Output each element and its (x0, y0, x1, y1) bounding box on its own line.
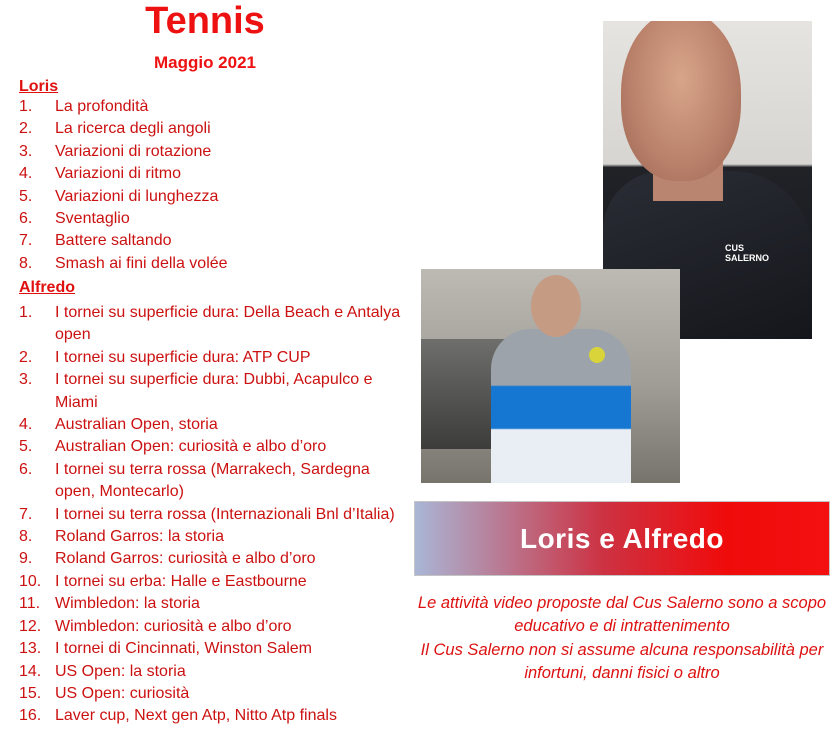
list-item (0, 526, 405, 548)
list-item-text: Roland Garros: curiosità e albo d’oro (55, 550, 316, 568)
alfredo-list (0, 302, 405, 728)
list-item (0, 369, 405, 414)
list-item-number: 7. (19, 505, 33, 523)
list-item (0, 616, 405, 638)
list-item (0, 186, 405, 208)
list-item-text: Sventaglio (55, 210, 130, 228)
list-item-text: Smash ai fini della volée (55, 254, 228, 272)
list-item (0, 347, 405, 369)
list-item-number: 9. (19, 550, 33, 568)
page-title: Tennis (145, 0, 265, 42)
list-item (0, 118, 405, 140)
list-item-number: 6. (19, 460, 33, 478)
list-item-number: 7. (19, 232, 33, 250)
list-item-text: I tornei su erba: Halle e Eastbourne (55, 572, 307, 590)
list-item (0, 548, 405, 570)
list-item-text: I tornei di Cincinnati, Winston Salem (55, 640, 312, 658)
list-item-text: US Open: curiosità (55, 684, 190, 702)
list-item-text: Wimbledon: curiosità e albo d’oro (55, 617, 292, 635)
list-item (0, 571, 405, 593)
list-item (0, 661, 405, 683)
list-item (0, 230, 405, 252)
list-item-text: Australian Open: curiosità e albo d’oro (55, 438, 327, 456)
photo-loris-head (621, 21, 741, 181)
list-item (0, 302, 405, 347)
list-item-number: 11. (19, 595, 41, 613)
name-banner: Loris e Alfredo (414, 501, 830, 576)
cus-logo-badge: CUS SALERNO (725, 243, 770, 263)
page-subtitle: Maggio 2021 (153, 53, 257, 72)
photo-alfredo-body (491, 329, 631, 483)
list-item-text: I tornei su superficie dura: Dubbi, Acapulco e Miami (55, 371, 373, 411)
list-item-text: Roland Garros: la storia (55, 528, 224, 546)
list-item (0, 504, 405, 526)
list-item-number: 14. (19, 662, 42, 680)
list-item (0, 141, 405, 163)
alfredo-heading: Alfredo (19, 279, 75, 296)
disclaimer-line-1: Le attività video proposte dal Cus Salerno sono a scopo educativo e di intrattenimento (417, 594, 827, 636)
list-item (0, 96, 405, 118)
list-item (0, 593, 405, 615)
list-item (0, 208, 405, 230)
list-item-text: I tornei su terra rossa (Internazionali Bnl d’Italia) (55, 505, 395, 523)
photo-alfredo-head (531, 275, 581, 337)
list-item-number: 1. (19, 98, 33, 115)
list-item (0, 414, 405, 436)
list-item-text: Laver cup, Next gen Atp, Nitto Atp finals (55, 707, 337, 725)
list-item-text: US Open: la storia (55, 662, 186, 680)
list-item-text: I tornei su superficie dura: ATP CUP (55, 348, 311, 366)
tennis-ball-icon (589, 347, 605, 363)
list-item-text: La profondità (55, 98, 149, 115)
loris-list (0, 96, 405, 275)
list-item-number: 13. (19, 640, 42, 658)
list-item (0, 705, 405, 727)
loris-heading: Loris (19, 78, 59, 95)
list-item-number: 16. (19, 707, 42, 725)
disclaimer (414, 592, 830, 686)
list-item-number: 4. (19, 416, 33, 434)
list-item-number: 5. (19, 187, 33, 205)
list-item (0, 459, 405, 504)
list-item-text: Variazioni di ritmo (55, 165, 181, 183)
list-item-number: 2. (19, 348, 33, 366)
list-item-text: Wimbledon: la storia (55, 595, 200, 613)
list-item (0, 638, 405, 660)
list-item-number: 15. (19, 684, 42, 702)
list-item-text: Variazioni di rotazione (55, 142, 212, 160)
list-item-text: Australian Open, storia (55, 416, 218, 434)
list-item-text: La ricerca degli angoli (55, 120, 211, 138)
list-item-number: 8. (19, 528, 33, 546)
list-item-text: Battere saltando (55, 232, 172, 250)
list-item (0, 253, 405, 275)
list-item-text: I tornei su superficie dura: Della Beach e Antalya open (55, 304, 401, 344)
disclaimer-line-2: Il Cus Salerno non si assume alcuna responsabilità per infortuni, danni fisici o altro (420, 640, 824, 683)
list-item-number: 10. (19, 572, 42, 590)
list-item-number: 3. (19, 371, 33, 389)
list-item-number: 1. (19, 304, 33, 321)
list-item-number: 5. (19, 438, 33, 456)
list-item-number: 6. (19, 210, 33, 228)
list-item-number: 12. (19, 617, 42, 635)
list-item-number: 3. (19, 142, 33, 160)
list-item-number: 8. (19, 254, 33, 272)
list-item (0, 436, 405, 458)
list-item-number: 2. (19, 120, 33, 138)
list-item-text: I tornei su terra rossa (Marrakech, Sardegna open, Montecarlo) (55, 460, 370, 501)
list-item (0, 163, 405, 185)
photo-alfredo (421, 269, 680, 483)
list-item-number: 4. (19, 165, 33, 183)
list-item (0, 683, 405, 705)
list-item-text: Variazioni di lunghezza (55, 187, 219, 205)
